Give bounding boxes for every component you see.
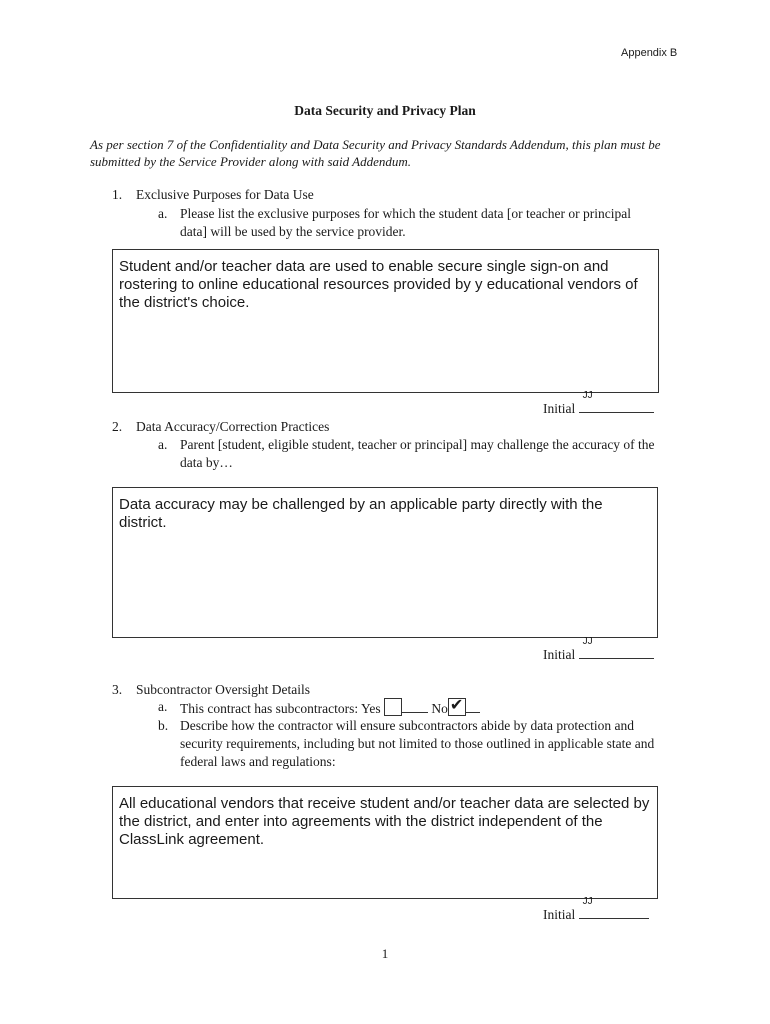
initial-field[interactable] (579, 896, 649, 919)
initial-label: Initial (543, 647, 576, 662)
section-2-initial (543, 636, 654, 663)
subcontractor-answer-field[interactable]: All educational vendors that receive student and/or teacher data are selected by the district, and enter into agreements with the district independent of the ClassLink agreement. (112, 786, 658, 899)
intro-paragraph: As per section 7 of the Confidentiality and Data Security and Privacy Standards Addendum, this plan must be submitted by the Service Provider along with said Addendum. (90, 137, 661, 169)
section-title: Data Accuracy/Correction Practices (136, 419, 330, 434)
yes-checkbox[interactable] (384, 698, 402, 716)
section-3-initial (543, 896, 649, 923)
no-check-mark: ✔ (449, 695, 464, 714)
sub-letter: b. (158, 718, 169, 733)
sub-letter: a. (158, 437, 168, 452)
section-2-question (158, 436, 658, 476)
appendix-label: Appendix B (621, 47, 678, 59)
initial-label: Initial (543, 907, 576, 922)
no-label: No (431, 701, 448, 716)
section-number: 3. (112, 682, 123, 697)
sub-text: Parent [student, eligible student, teacher or principal] may challenge the accuracy of the data by… (180, 437, 655, 470)
no-underline (466, 700, 480, 713)
section-number: 2. (112, 419, 123, 434)
accuracy-answer-field[interactable]: Data accuracy may be challenged by an applicable party directly with the district. (112, 487, 658, 638)
purpose-answer-field[interactable]: Student and/or teacher data are used to enable secure single sign-on and rostering to online educational resources provided by y educational vendors of the district's choice. (112, 249, 659, 393)
sub-letter: a. (158, 206, 168, 221)
initials-value: JJ (582, 636, 593, 647)
subcontractor-yes-label: This contract has subcontractors: Yes (180, 701, 381, 716)
subcontractor-question (180, 695, 680, 718)
initial-field[interactable] (579, 390, 654, 413)
section-3-question-b (158, 717, 678, 773)
yes-underline (402, 700, 428, 713)
no-checkbox[interactable] (448, 695, 466, 716)
initials-value: JJ (582, 390, 593, 401)
section-number: 1. (112, 187, 123, 202)
sub-letter: a. (158, 699, 168, 714)
initial-field[interactable] (579, 636, 654, 659)
section-1-question (158, 205, 658, 245)
initials-value: JJ (582, 896, 593, 907)
section-title: Exclusive Purposes for Data Use (136, 187, 314, 202)
sub-text: Describe how the contractor will ensure subcontractors abide by data protection and security requirements, including but not limited to those outlined in applicable state and federal laws and regulations: (180, 718, 655, 769)
section-2-heading (112, 418, 329, 436)
section-3-heading (112, 681, 310, 699)
section-1-heading (112, 186, 314, 204)
section-title: Subcontractor Oversight Details (136, 682, 310, 697)
initial-label: Initial (543, 401, 576, 416)
sub-text: Please list the exclusive purposes for which the student data [or teacher or principal data] will be used by the service provider. (180, 206, 631, 239)
page-number: 1 (381, 946, 389, 961)
section-3-question-a (158, 695, 678, 718)
section-1-initial (543, 390, 654, 417)
page-title: Data Security and Privacy Plan (294, 103, 476, 118)
